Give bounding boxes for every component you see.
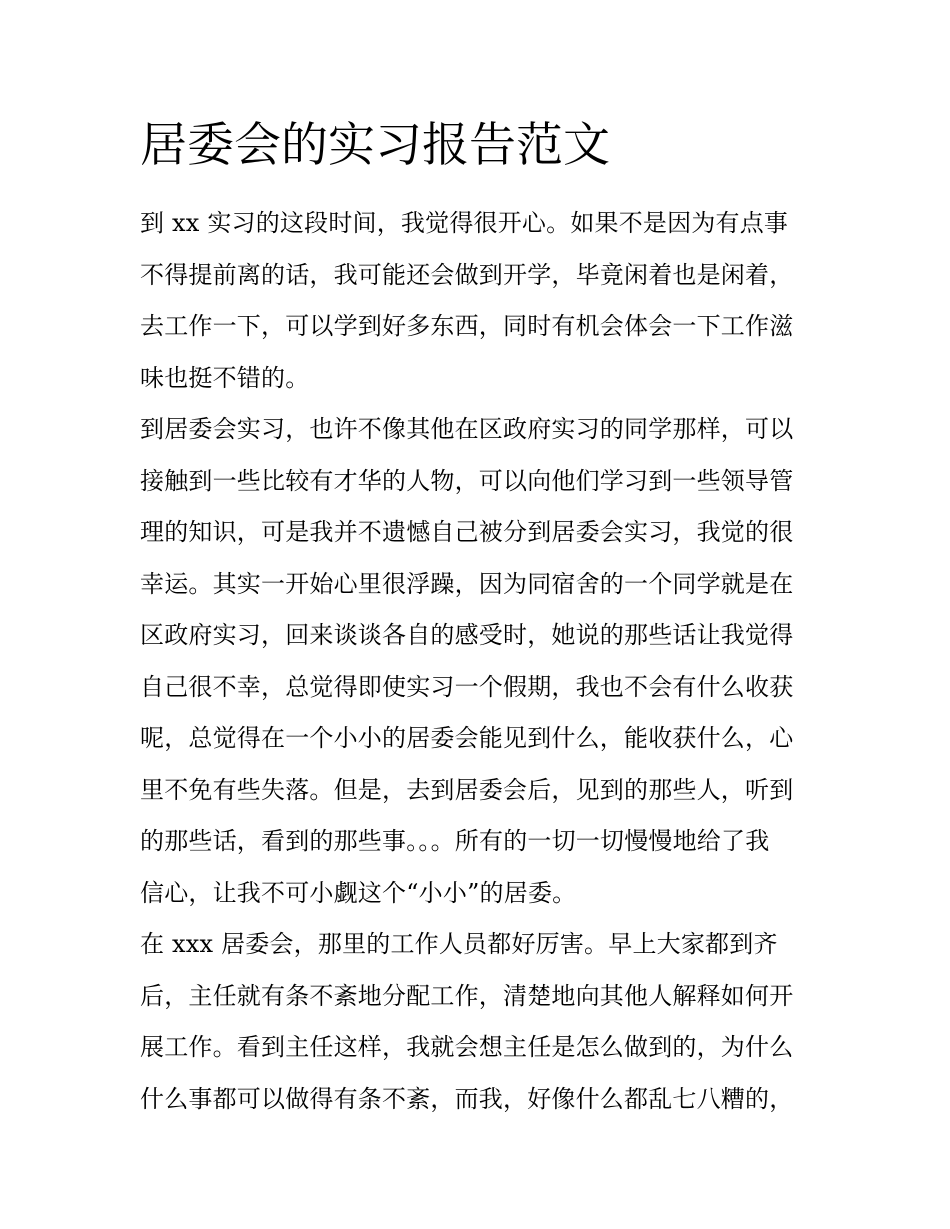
text-line: 展工作。看到主任这样，我就会想主任是怎么做到的，为什么 bbox=[140, 1033, 794, 1061]
document-content bbox=[140, 112, 816, 1125]
text-line: 味也挺不错的。 bbox=[140, 363, 310, 392]
text-line: 去工作一下，可以学到好多东西，同时有机会体会一下工作滋 bbox=[140, 312, 794, 340]
text-line: 理的知识，可是我并不遗憾自己被分到居委会实习，我觉的很 bbox=[140, 518, 794, 546]
document-title: 居委会的实习报告范文 bbox=[140, 118, 610, 173]
text-line: 呢，总觉得在一个小小的居委会能见到什么，能收获什么，心 bbox=[140, 724, 794, 752]
text-line: 在 xxx 居委会，那里的工作人员都好厉害。早上大家都到齐 bbox=[140, 930, 778, 958]
text-line: 到 xx 实习的这段时间，我觉得很开心。如果不是因为有点事 bbox=[140, 209, 789, 237]
text-line: 什么事都可以做得有条不紊，而我，好像什么都乱七八糟的， bbox=[140, 1084, 794, 1113]
text-line: 不得提前离的话，我可能还会做到开学，毕竟闲着也是闲着， bbox=[140, 260, 794, 289]
text-line: 自己很不幸，总觉得即使实习一个假期，我也不会有什么收获 bbox=[140, 672, 794, 701]
text-line: 后，主任就有条不紊地分配工作，清楚地向其他人解释如何开 bbox=[140, 981, 794, 1010]
text-line: 的那些话，看到的那些事。。。所有的一切一切慢慢地给了我 bbox=[140, 827, 770, 855]
document-body bbox=[140, 198, 816, 1125]
text-line: 到居委会实习，也许不像其他在区政府实习的同学那样，可以 bbox=[140, 415, 794, 443]
text-line: 信心，让我不可小觑这个“小小”的居委。 bbox=[140, 878, 577, 907]
text-line: 接触到一些比较有才华的人物，可以向他们学习到一些领导管 bbox=[140, 466, 794, 495]
text-line: 区政府实习，回来谈谈各自的感受时，她说的那些话让我觉得 bbox=[140, 621, 794, 649]
text-line: 里不免有些失落。但是，去到居委会后，见到的那些人，听到 bbox=[140, 775, 794, 804]
text-line: 幸运。其实一开始心里很浮躁，因为同宿舍的一个同学就是在 bbox=[140, 569, 794, 598]
